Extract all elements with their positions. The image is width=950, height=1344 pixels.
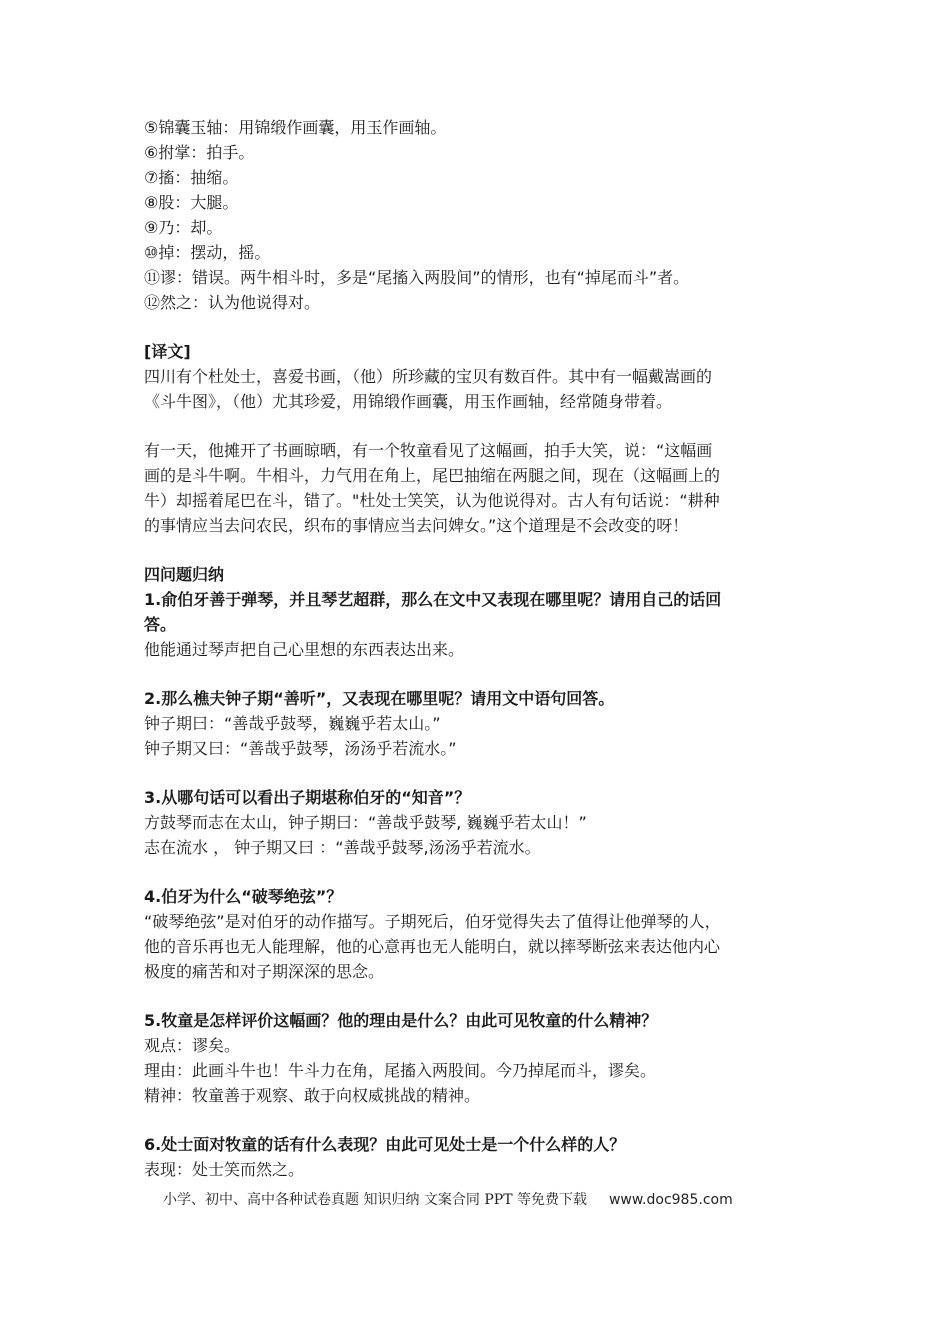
answer-line: 观点：谬矣。 <box>144 1036 241 1055</box>
answer-line: 志在流水 ， 钟子期又曰 ：“善哉乎鼓琴,汤汤乎若流水。 <box>144 838 541 857</box>
question-5: 5.牧童是怎样评价这幅画？他的理由是什么？由此可见牧童的什么精神？ <box>144 1011 658 1030</box>
page-footer <box>163 1190 733 1210</box>
translation-line: 牛）却摇着尾巴在斗，错了。"杜处士笑笑，认为他说得对。古人有句话说：“耕种 <box>144 491 720 510</box>
question-1-cont: 答。 <box>144 615 177 634</box>
section-title: 四问题归纳 <box>144 565 225 584</box>
question-3: 3.从哪句话可以看出子期堪称伯牙的“知音”？ <box>144 788 471 807</box>
answer-line: 钟子期曰：“善哉乎鼓琴，巍巍乎若太山。” <box>144 714 441 733</box>
note-9: ⑨乃：却。 <box>144 218 223 237</box>
question-1: 1.俞伯牙善于弹琴，并且琴艺超群，那么在文中又表现在哪里呢？请用自己的话回 <box>144 590 722 609</box>
answer-line: 理由：此画斗牛也！牛斗力在角，尾搐入两股间。今乃掉尾而斗，谬矣。 <box>144 1061 657 1080</box>
note-8: ⑧股：大腿。 <box>144 193 239 212</box>
note-7: ⑦搐：抽缩。 <box>144 168 239 187</box>
translation-line: 《斗牛图》，（他）尤其珍爱，用锦缎作画囊，用玉作画轴，经常随身带着。 <box>144 392 673 411</box>
translation-line: 四川有个杜处士，喜爱书画，（他）所珍藏的宝贝有数百件。其中有一幅戴嵩画的 <box>144 367 713 386</box>
answer-line: 极度的痛苦和对子期深深的思念。 <box>144 962 385 981</box>
question-6: 6.处士面对牧童的话有什么表现？由此可见处士是一个什么样的人？ <box>144 1135 626 1154</box>
translation-line: 画的是斗牛啊。牛相斗，力气用在角上，尾巴抽缩在两腿之间，现在（这幅画上的 <box>144 466 721 485</box>
answer-line: “破琴绝弦”是对伯牙的动作描写。子期死后，伯牙觉得失去了值得让他弹琴的人， <box>144 912 721 931</box>
translation-heading: [译文] <box>144 342 191 361</box>
answer-line: 他能通过琴声把自己心里想的东西表达出来。 <box>144 640 465 659</box>
question-2: 2.那么樵夫钟子期“善听”，又表现在哪里呢？请用文中语句回答。 <box>144 689 615 708</box>
note-12: ⑫然之：认为他说得对。 <box>144 293 321 312</box>
translation-line: 有一天，他摊开了书画晾晒，有一个牧童看见了这幅画，拍手大笑，说：“这幅画 <box>144 441 713 460</box>
footer-link[interactable]: www.doc985.com <box>608 1192 733 1208</box>
answer-line: 钟子期又曰：“善哉乎鼓琴，汤汤乎若流水。” <box>144 739 457 758</box>
answer-line: 方鼓琴而志在太山，钟子期曰：“善哉乎鼓琴, 巍巍乎若太山！” <box>144 813 587 832</box>
answer-line: 表现：处士笑而然之。 <box>144 1160 305 1179</box>
note-11: ⑪谬：错误。两牛相斗时，多是“尾搐入两股间”的情形，也有“掉尾而斗”者。 <box>144 268 690 287</box>
translation-line: 的事情应当去问农民，织布的事情应当去问婢女。”这个道理是不会改变的呀！ <box>144 516 689 535</box>
answer-line: 他的音乐再也无人能理解，他的心意再也无人能明白，就以摔琴断弦来表达他内心 <box>144 937 721 956</box>
note-5: ⑤锦囊玉轴：用锦缎作画囊，用玉作画轴。 <box>144 118 447 137</box>
question-4: 4.伯牙为什么“破琴绝弦”？ <box>144 887 343 906</box>
note-6: ⑥拊掌：拍手。 <box>144 143 255 162</box>
footer-text: 小学、初中、高中各种试卷真题 知识归纳 文案合同 PPT 等免费下载 <box>163 1192 587 1208</box>
answer-line: 精神：牧童善于观察、敢于向权威挑战的精神。 <box>144 1086 481 1105</box>
note-10: ⑩掉：摆动，摇。 <box>144 243 271 262</box>
